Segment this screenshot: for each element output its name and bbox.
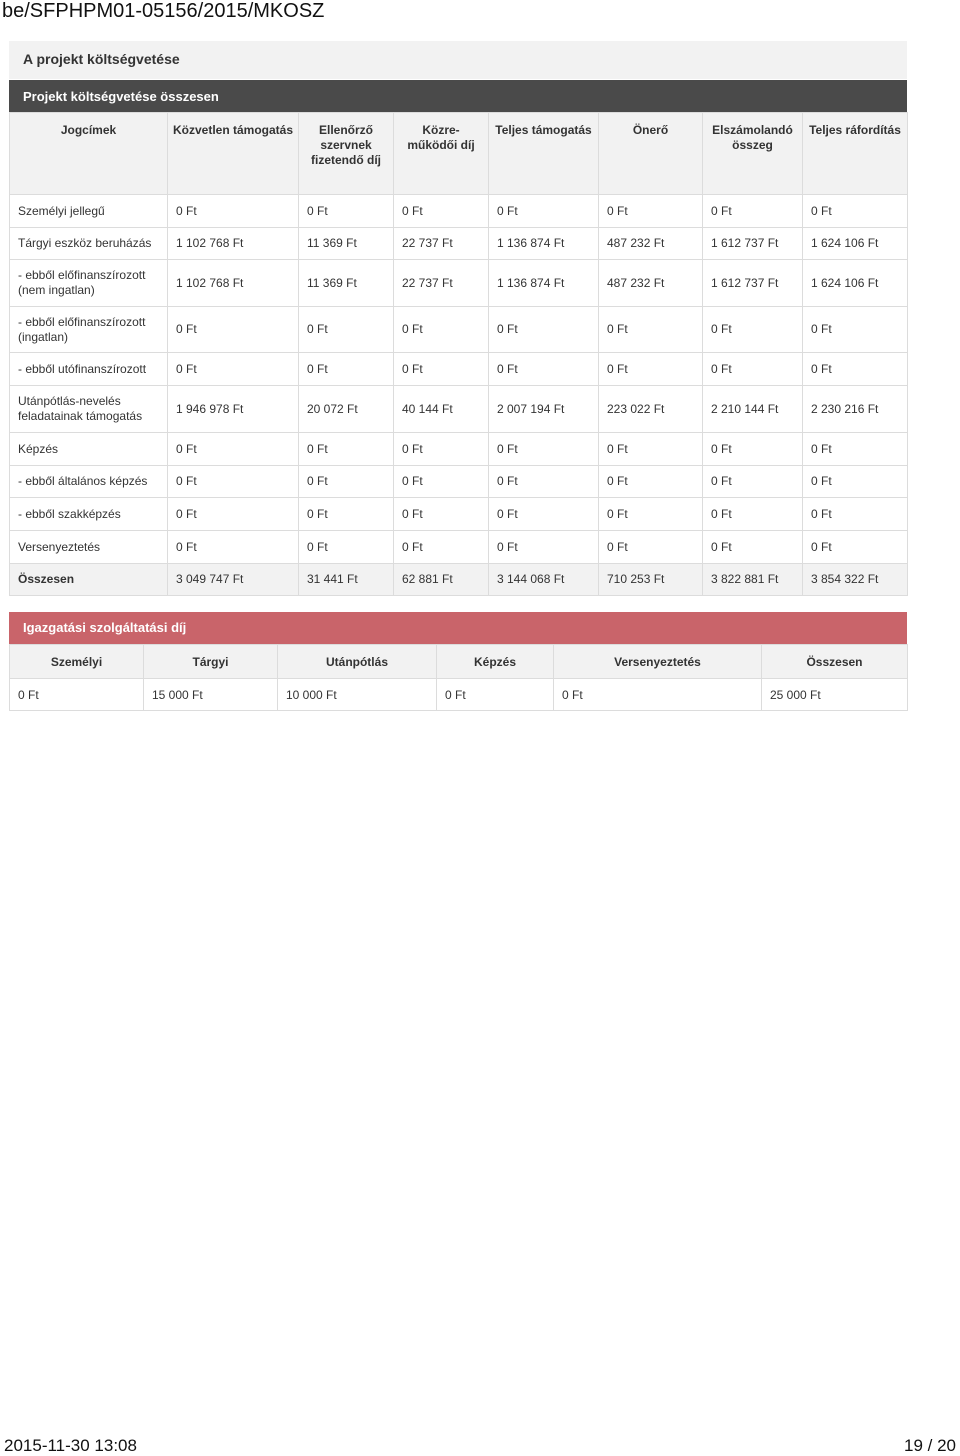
header-teljes-tamogatas: Teljes támogatás [489, 113, 599, 195]
header-kozremukodoi-dij: Közre-működői díj [394, 113, 489, 195]
table-cell: 0 Ft [599, 433, 703, 466]
table-row [10, 498, 908, 531]
fee-value-kepzes: 0 Ft [437, 679, 554, 711]
footer-page-number: 19 / 20 [904, 1436, 956, 1455]
table-cell: 1 624 106 Ft [803, 260, 908, 307]
table-cell: 3 144 068 Ft [489, 564, 599, 596]
table-cell: 0 Ft [489, 466, 599, 498]
table-cell: 2 007 194 Ft [489, 386, 599, 433]
table-cell: 22 737 Ft [394, 260, 489, 307]
table-cell: 0 Ft [703, 353, 803, 386]
table-cell: 0 Ft [394, 466, 489, 498]
table-cell: 0 Ft [803, 195, 908, 228]
table-cell: 0 Ft [489, 498, 599, 531]
table-cell: 223 022 Ft [599, 386, 703, 433]
header-ellenorzo-dij: Ellenőrző szervnek fizetendő díj [299, 113, 394, 195]
fee-value-versenyeztetes: 0 Ft [554, 679, 762, 711]
table-cell: 0 Ft [299, 498, 394, 531]
fee-header-row [10, 645, 908, 679]
table-cell: 0 Ft [489, 195, 599, 228]
table-cell: 0 Ft [299, 307, 394, 353]
table-cell: 1 946 978 Ft [168, 386, 299, 433]
table-cell: 11 369 Ft [299, 228, 394, 260]
table-cell: 0 Ft [394, 307, 489, 353]
row-label: Személyi jellegű [10, 195, 168, 228]
table-cell: 0 Ft [394, 433, 489, 466]
header-onero: Önerő [599, 113, 703, 195]
table-cell: 0 Ft [299, 466, 394, 498]
row-label: Tárgyi eszköz beruházás [10, 228, 168, 260]
budget-header-row [10, 113, 908, 195]
table-cell: 0 Ft [168, 195, 299, 228]
table-cell: 0 Ft [803, 307, 908, 353]
table-cell: 1 102 768 Ft [168, 260, 299, 307]
header-teljes-raforditas: Teljes ráfordítás [803, 113, 908, 195]
row-label: - ebből általános képzés [10, 466, 168, 498]
row-label: - ebből előfinanszírozott (nem ingatlan) [10, 260, 168, 307]
table-cell: 0 Ft [489, 433, 599, 466]
table-cell: 0 Ft [168, 353, 299, 386]
table-cell: 11 369 Ft [299, 260, 394, 307]
table-cell: 0 Ft [394, 353, 489, 386]
table-cell: 1 612 737 Ft [703, 260, 803, 307]
table-row [10, 228, 908, 260]
table-cell: 710 253 Ft [599, 564, 703, 596]
table-cell: 0 Ft [599, 498, 703, 531]
table-cell: 1 612 737 Ft [703, 228, 803, 260]
table-cell: 0 Ft [703, 307, 803, 353]
table-cell: 0 Ft [299, 195, 394, 228]
table-cell: 0 Ft [599, 531, 703, 564]
fee-values-row [10, 679, 908, 711]
header-kozvetlen-tamogatas: Közvetlen támogatás [168, 113, 299, 195]
table-cell: 62 881 Ft [394, 564, 489, 596]
table-cell: 0 Ft [703, 195, 803, 228]
table-cell: 0 Ft [168, 531, 299, 564]
table-cell: 0 Ft [489, 307, 599, 353]
table-cell: 0 Ft [599, 307, 703, 353]
table-cell: 0 Ft [168, 498, 299, 531]
table-cell: 3 822 881 Ft [703, 564, 803, 596]
fee-value-targyi: 15 000 Ft [144, 679, 278, 711]
table-cell: 0 Ft [599, 353, 703, 386]
fee-table-title: Igazgatási szolgáltatási díj [9, 612, 907, 644]
table-cell: 1 102 768 Ft [168, 228, 299, 260]
table-cell: 0 Ft [703, 531, 803, 564]
table-row [10, 433, 908, 466]
fee-value-utanpotlas: 10 000 Ft [278, 679, 437, 711]
table-row [10, 531, 908, 564]
row-label: Összesen [10, 564, 168, 596]
table-cell: 0 Ft [803, 531, 908, 564]
fee-table [9, 644, 908, 711]
table-cell: 0 Ft [299, 353, 394, 386]
table-cell: 0 Ft [299, 433, 394, 466]
row-label: - ebből előfinanszírozott (ingatlan) [10, 307, 168, 353]
footer-timestamp: 2015-11-30 13:08 [4, 1436, 137, 1455]
table-cell: 487 232 Ft [599, 260, 703, 307]
table-cell: 0 Ft [803, 498, 908, 531]
budget-table [9, 112, 908, 596]
table-cell: 3 854 322 Ft [803, 564, 908, 596]
table-row [10, 195, 908, 228]
table-cell: 0 Ft [394, 195, 489, 228]
table-cell: 0 Ft [703, 498, 803, 531]
table-cell: 0 Ft [599, 466, 703, 498]
fee-header-versenyeztetes: Versenyeztetés [554, 645, 762, 679]
table-cell: 0 Ft [703, 433, 803, 466]
table-row [10, 466, 908, 498]
fee-header-kepzes: Képzés [437, 645, 554, 679]
table-row [10, 307, 908, 353]
table-cell: 0 Ft [599, 195, 703, 228]
table-cell: 0 Ft [394, 531, 489, 564]
table-cell: 0 Ft [168, 466, 299, 498]
table-cell: 0 Ft [168, 307, 299, 353]
fee-value-szemelyi: 0 Ft [10, 679, 144, 711]
table-cell: 22 737 Ft [394, 228, 489, 260]
fee-header-osszesen: Összesen [762, 645, 908, 679]
table-cell: 0 Ft [489, 531, 599, 564]
table-cell: 0 Ft [803, 433, 908, 466]
table-row [10, 353, 908, 386]
table-cell: 40 144 Ft [394, 386, 489, 433]
table-cell: 31 441 Ft [299, 564, 394, 596]
table-cell: 20 072 Ft [299, 386, 394, 433]
header-jogcimek: Jogcímek [10, 113, 168, 195]
table-cell: 3 049 747 Ft [168, 564, 299, 596]
fee-header-utanpotlas: Utánpótlás [278, 645, 437, 679]
table-cell: 2 230 216 Ft [803, 386, 908, 433]
table-cell: 0 Ft [703, 466, 803, 498]
table-cell: 0 Ft [168, 433, 299, 466]
table-cell: 1 136 874 Ft [489, 260, 599, 307]
row-label: Képzés [10, 433, 168, 466]
row-label: - ebből utófinanszírozott [10, 353, 168, 386]
document-id: be/SFPHPM01-05156/2015/MKOSZ [2, 0, 325, 22]
table-cell: 2 210 144 Ft [703, 386, 803, 433]
table-cell: 0 Ft [394, 498, 489, 531]
table-cell: 0 Ft [803, 353, 908, 386]
table-cell: 1 624 106 Ft [803, 228, 908, 260]
fee-value-osszesen: 25 000 Ft [762, 679, 908, 711]
row-label: - ebből szakképzés [10, 498, 168, 531]
table-row [10, 386, 908, 433]
header-elszamolando-osszeg: Elszámolandó összeg [703, 113, 803, 195]
table-row [10, 260, 908, 307]
table-cell: 0 Ft [299, 531, 394, 564]
table-cell: 1 136 874 Ft [489, 228, 599, 260]
fee-header-targyi: Tárgyi [144, 645, 278, 679]
table-row [10, 564, 908, 596]
table-cell: 487 232 Ft [599, 228, 703, 260]
table-cell: 0 Ft [803, 466, 908, 498]
section-title: A projekt költségvetése [9, 41, 907, 79]
row-label: Versenyeztetés [10, 531, 168, 564]
fee-header-szemelyi: Személyi [10, 645, 144, 679]
row-label: Utánpótlás-nevelés feladatainak támogatás [10, 386, 168, 433]
budget-table-title: Projekt költségvetése összesen [9, 80, 907, 112]
table-cell: 0 Ft [489, 353, 599, 386]
